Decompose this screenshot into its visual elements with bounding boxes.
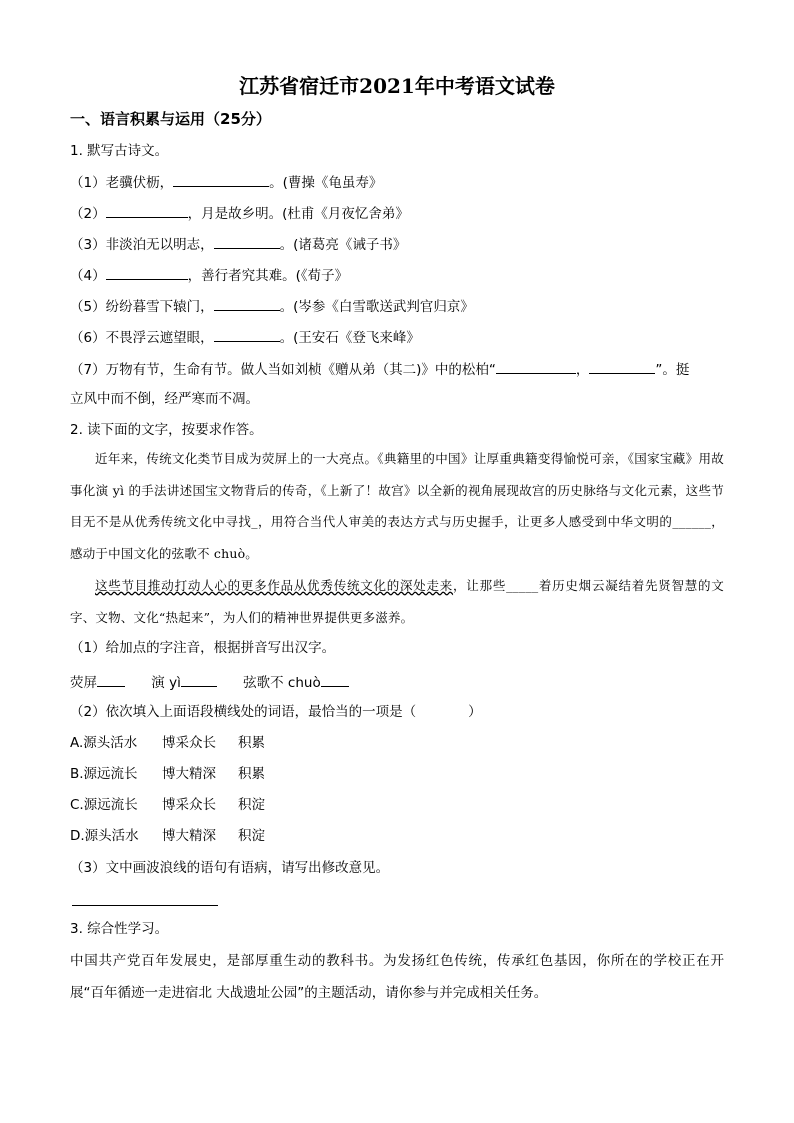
item-text: （3）非淡泊无以明志， <box>70 237 214 253</box>
option-word: B.源远流长 <box>70 766 138 782</box>
option-d[interactable] <box>70 826 265 846</box>
q1-item-1 <box>70 171 382 193</box>
option-word: 博采众长 <box>162 797 216 813</box>
wavy-underlined-sentence: 这些节目推动打动人心的更多作品从优秀传统文化的深处走来 <box>95 577 454 593</box>
item-source: ，善行者究其难。(《荀子》 <box>187 268 349 284</box>
item-text: ”。挺 <box>655 362 690 378</box>
option-word: C.源远流长 <box>70 797 138 813</box>
answer-blank[interactable] <box>589 358 655 374</box>
answer-blank[interactable] <box>321 671 349 687</box>
question-1-stem: 1. 默写古诗文。 <box>70 143 169 159</box>
question-2-stem: 2. 读下面的文字，按要求作答。 <box>70 422 263 438</box>
q1-item-4 <box>70 264 348 286</box>
option-word: 博大精深 <box>162 766 216 782</box>
section-heading: 一、语言积累与运用（25分） <box>70 110 271 128</box>
passage-blank: _____ <box>506 577 539 593</box>
option-word: 积淀 <box>238 797 265 813</box>
q1-item-7-cont: 立风中而不倒，经严寒而不凋。 <box>70 391 259 407</box>
item-text: （6）不畏浮云遮望眼， <box>70 330 214 346</box>
answer-blank[interactable] <box>214 326 280 342</box>
question-3-stem: 3. 综合性学习。 <box>70 921 169 937</box>
word-1: 荧屏 <box>70 675 97 691</box>
passage-blank: ______ <box>672 514 712 530</box>
passage-text: 着历史烟云凝结着先贤智慧的文字、文物、文化“热起来”，为人们的精神世界提供更多滋养。 <box>70 577 724 625</box>
item-source: ，月是故乡明。(杜甫《月夜忆舍弟》 <box>187 206 409 222</box>
answer-blank[interactable] <box>106 202 188 218</box>
q1-item-3 <box>70 233 406 255</box>
answer-line[interactable] <box>72 905 218 906</box>
option-word: D.源头活水 <box>70 828 139 844</box>
item-source: 。(岑参《白雪歌送武判官归京》 <box>279 299 474 315</box>
item-text: （2） <box>70 206 106 222</box>
word-2: 演 yì <box>151 675 181 691</box>
answer-blank[interactable] <box>214 295 280 311</box>
option-b[interactable] <box>70 764 265 784</box>
option-word: 博大精深 <box>162 828 216 844</box>
passage-blank: _ <box>251 514 258 530</box>
item-text: （5）纷纷暮雪下辕门， <box>70 299 214 315</box>
answer-blank[interactable] <box>106 264 188 280</box>
q2-sub-3: （3）文中画波浪线的语句有语病，请写出修改意见。 <box>70 860 390 876</box>
item-source: 。(诸葛亮《诫子书》 <box>279 237 407 253</box>
q2-sub-1-answers <box>70 671 349 693</box>
answer-blank[interactable] <box>97 671 125 687</box>
item-text: （4） <box>70 268 106 284</box>
item-text: （7）万物有节，生命有节。做人当如刘桢《赠从弟（其二)》中的松柏“ <box>70 362 496 378</box>
option-word: A.源头活水 <box>70 735 138 751</box>
item-source: 。(王安石《登飞来峰》 <box>279 330 420 346</box>
option-c[interactable] <box>70 795 265 815</box>
passage-paragraph-1 <box>70 443 724 570</box>
q1-item-2 <box>70 202 409 224</box>
passage-text: 近年来，传统文化类节目成为荧屏上的一大亮点。《典籍里的中国》让厚重典籍变得愉悦可亲，《国家宝藏》用故事化演 yì 的手法讲述国宝文物背后的传奇，《上新了！故宫》以全新的视角展现故宫的历史脉络与文化元素，这些节目无不是从优秀传统文化中寻找 <box>70 451 724 530</box>
option-word: 积淀 <box>238 828 265 844</box>
q1-item-6 <box>70 326 420 348</box>
passage-paragraph-2 <box>70 570 724 633</box>
q1-item-5 <box>70 295 474 317</box>
question-3-paragraph: 中国共产党百年发展史，是部厚重生动的教科书。为发扬红色传统，传承红色基因，你所在的学校正在开展“百年循迹一走进宿北 大战遗址公园”的主题活动，请你参与并完成相关任务。 <box>70 953 724 1001</box>
option-word: 博采众长 <box>162 735 216 751</box>
answer-blank[interactable] <box>496 358 576 374</box>
answer-blank[interactable] <box>214 233 280 249</box>
option-a[interactable] <box>70 733 265 753</box>
word-3: 弦歌不 chuò <box>243 675 321 691</box>
answer-blank[interactable] <box>173 171 269 187</box>
question-text: （2）依次填入上面语段横线处的词语，最恰当的一项是（ <box>70 704 417 720</box>
passage-text: ，感动于中国文化的弦歌不 chuò。 <box>70 514 724 562</box>
passage-text: ，让那些 <box>453 577 507 593</box>
answer-blank[interactable] <box>181 671 217 687</box>
page-title: 江苏省宿迁市2021年中考语文试卷 <box>239 74 555 98</box>
item-text: （1）老骥伏枥， <box>70 175 174 191</box>
item-text: ， <box>575 362 590 378</box>
option-word: 积累 <box>238 735 265 751</box>
item-source: 。(曹操《龟虽寿》 <box>269 175 383 191</box>
question-text: ） <box>468 704 482 720</box>
option-word: 积累 <box>238 766 265 782</box>
q1-item-7 <box>70 358 689 380</box>
q2-sub-2 <box>70 702 482 722</box>
passage-text: ，用符合当代人审美的表达方式与历史握手，让更多人感受到中华文明的 <box>257 514 673 530</box>
reading-passage <box>70 443 724 633</box>
q2-sub-1: （1）给加点的字注音，根据拼音写出汉字。 <box>70 640 336 656</box>
